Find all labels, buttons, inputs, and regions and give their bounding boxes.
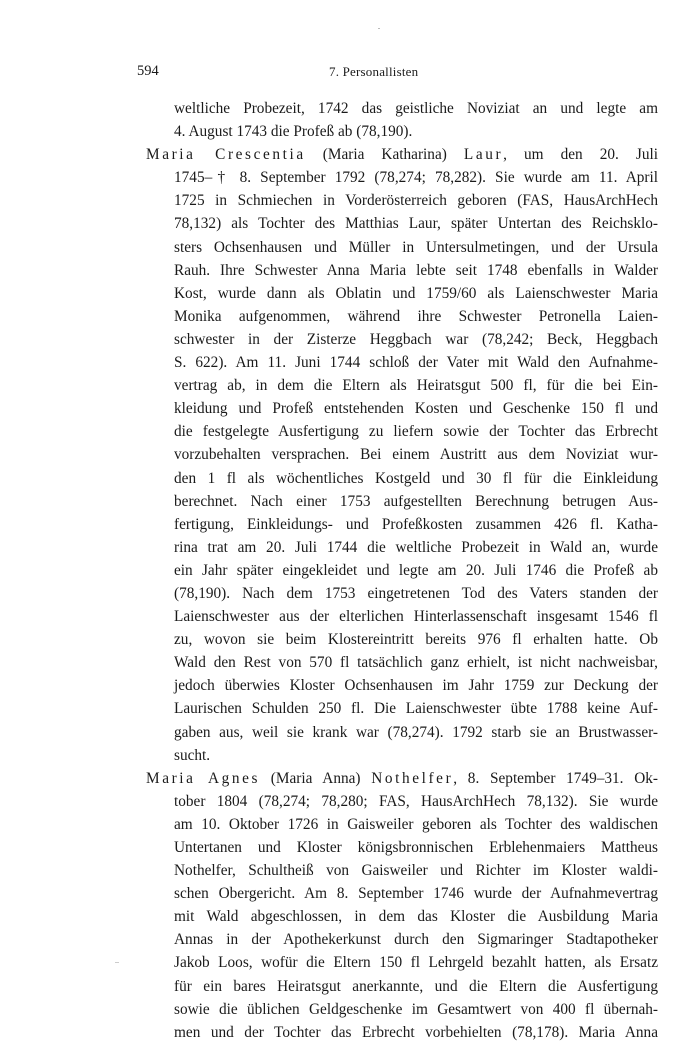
text-line: Wald den Rest von 570 fl tatsächlich ganz erhielt, ist nicht nachweisbar, bbox=[174, 654, 658, 672]
text-line: berechnet. Nach einer 1753 aufgestellten Berechnung betrugen Aus- bbox=[174, 492, 658, 510]
text-line: 78,132) als Tochter des Matthias Laur, später Untertan des Reichsklo- bbox=[174, 215, 658, 233]
text-line: 1745–† 8. September 1792 (78,274; 78,282). Sie wurde am 11. April bbox=[174, 169, 658, 187]
text-segment: , um den 20. Juli bbox=[503, 146, 658, 164]
text-line: Untertanen und Kloster königsbronnischen Erblehenmaiers Mattheus bbox=[174, 839, 658, 856]
text-segment: (Maria Katharina) bbox=[305, 146, 464, 164]
person-surname: Laur bbox=[463, 146, 504, 164]
text-line: fertigung, Einkleidungs- und Profeßkosten zusammen 426 fl. Katha- bbox=[174, 515, 658, 533]
text-line: Monika aufgenommen, während ihre Schwester Petronella Laien- bbox=[174, 307, 658, 325]
text-segment: (Maria Anna) bbox=[260, 769, 372, 787]
text-line: sters Ochsenhausen und Müller in Untersulmetingen, und der Ursula bbox=[174, 238, 658, 256]
text-line: kleidung und Profeß entstehenden Kosten und Geschenke 150 fl und bbox=[174, 400, 658, 418]
text-line: ein Jahr später eingekleidet und legte am 20. Juli 1746 die Profeß ab bbox=[174, 561, 658, 579]
text-line: 4. August 1743 die Profeß ab (78,190). bbox=[174, 123, 413, 141]
text-line: Rauh. Ihre Schwester Anna Maria lebte seit 1748 ebenfalls in Walder bbox=[174, 261, 658, 279]
text-line: Kost, wurde dann als Oblatin und 1759/60 als Laienschwester Maria bbox=[174, 284, 658, 302]
text-line: jedoch überwies Kloster Ochsenhausen im Jahr 1759 zur Deckung der bbox=[174, 677, 658, 695]
text-line: vertrag ab, in dem die Eltern als Heiratsgut 500 fl, für die bei Ein- bbox=[174, 377, 658, 395]
text-line: den 1 fl als wöchentliches Kostgeld und 30 fl für die Einkleidung bbox=[174, 469, 658, 487]
text-segment: , 8. September 1749–31. Ok- bbox=[453, 769, 658, 787]
body-text bbox=[146, 97, 658, 1044]
text-line: Annas in der Apothekerkunst durch den Sigmaringer Stadtapotheker bbox=[174, 931, 658, 949]
text-line: Nothelfer, Schultheiß von Gaisweiler und Richter im Kloster waldi- bbox=[174, 862, 658, 880]
text-line: schen Obergericht. Am 8. September 1746 wurde der Aufnahmevertrag bbox=[174, 885, 658, 903]
text-line: men und der Tochter das Erbrecht vorbehielten (78,178). Maria Anna bbox=[174, 1023, 658, 1041]
text-line: Laurischen Schulden 250 fl. Die Laienschwester übte 1788 keine Auf- bbox=[174, 700, 658, 718]
running-head: 7. Personallisten bbox=[329, 64, 419, 79]
text-line: am 10. Oktober 1726 in Gaisweiler geboren als Tochter des waldischen bbox=[174, 815, 658, 833]
person-name: Maria Agnes bbox=[146, 769, 261, 787]
text-line: vorzubehalten versprachen. Bei einem Austritt aus dem Noviziat wur- bbox=[174, 446, 658, 464]
text-line: weltliche Probezeit, 1742 das geistliche Noviziat an und legte am bbox=[174, 100, 658, 117]
person-name: Maria Crescentia bbox=[146, 146, 306, 164]
text-line: 1725 in Schmiechen in Vorderösterreich geboren (FAS, HausArchHech bbox=[174, 192, 658, 210]
entry-heading-line bbox=[146, 767, 658, 790]
text-line: für ein bares Heiratsgut anerkannte, und die Eltern die Ausfertigung bbox=[174, 977, 658, 995]
entry-heading-line bbox=[146, 143, 658, 166]
text-line: Jakob Loos, wofür die Eltern 150 fl Lehrgeld bezahlt hatten, als Ersatz bbox=[174, 954, 658, 972]
text-line: sowie die üblichen Geldgeschenke im Gesamtwert von 400 fl übernah- bbox=[174, 1000, 658, 1018]
text-line: S. 622). Am 11. Juni 1744 schloß der Vater mit Wald den Aufnahme- bbox=[174, 354, 658, 372]
text-line: Laienschwester aus der elterlichen Hinterlassenschaft insgesamt 1546 fl bbox=[174, 608, 658, 626]
margin-mark bbox=[378, 28, 380, 29]
text-line: die festgelegte Ausfertigung zu liefern sowie der Tochter das Erbrecht bbox=[174, 423, 658, 441]
text-line: mit Wald abgeschlossen, in dem das Kloster die Ausbildung Maria bbox=[174, 908, 658, 926]
text-line: rina trat am 20. Juli 1744 die weltliche Probezeit in Wald an, wurde bbox=[174, 538, 658, 556]
margin-mark bbox=[115, 962, 119, 963]
text-line: (78,190). Nach dem 1753 eingetretenen Tod des Vaters standen der bbox=[174, 584, 658, 602]
text-line: sucht. bbox=[174, 746, 211, 764]
text-line: schwester in der Zisterze Heggbach war (78,242; Beck, Heggbach bbox=[174, 330, 658, 348]
page-number: 594 bbox=[137, 63, 159, 79]
person-surname: Nothelfer bbox=[371, 769, 454, 787]
text-line: zu, wovon sie beim Klostereintritt bereits 976 fl erhalten hatte. Ob bbox=[174, 631, 658, 649]
text-line: gaben aus, weil sie krank war (78,274). 1792 starb sie an Brustwasser- bbox=[174, 723, 658, 741]
text-line: tober 1804 (78,274; 78,280; FAS, HausArchHech 78,132). Sie wurde bbox=[174, 792, 658, 810]
